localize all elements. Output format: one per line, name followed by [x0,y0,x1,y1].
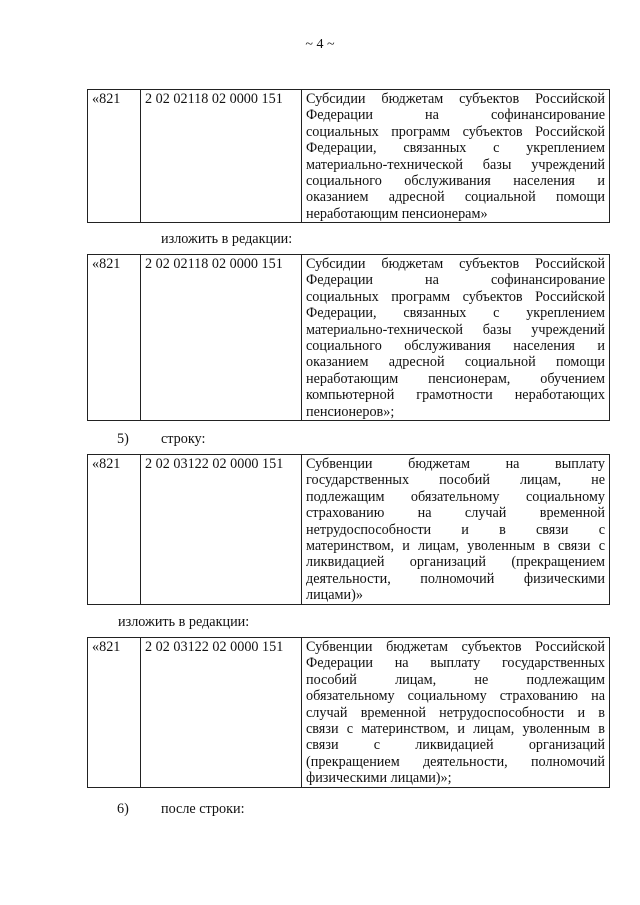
description-line: оказанием адресной социальной помощи [306,354,605,371]
description-line: материально-технической базы учреждений [306,156,605,173]
description-cell [302,90,610,223]
description-line: Субсидии бюджетам субъектов Российской [306,91,605,107]
description-line: ликвидацией организаций (прекращением [306,554,605,571]
kbk-code-cell: 2 02 02118 02 0000 151 [141,90,302,223]
code-marker-cell: «821 [88,255,141,421]
description-line: физическими лицами)»; [306,770,452,787]
description-line: пособий лицам, не подлежащим [306,671,605,688]
description-line: связи с материнством, и лицам, уволенным в [306,721,605,738]
description-line: неработающим пенсионерам, обучением [306,370,605,387]
budget-row-table-4 [87,637,610,788]
description-cell [302,638,610,788]
code-marker-cell: «821 [88,638,141,788]
kbk-code-cell: 2 02 03122 02 0000 151 [141,638,302,788]
page-number: ~ 4 ~ [305,37,335,52]
description-line: неработающим пенсионерам» [306,205,488,222]
description-line: материнством, и лицам, уволенным в связи с [306,538,605,555]
description-line: обязательному социальному страхованию на [306,688,605,705]
table-row [88,455,610,605]
description-line: пенсионеров»; [306,403,395,420]
instruction-text: изложить в редакции: [161,231,293,247]
description-line: Субвенции бюджетам на выплату [306,456,605,472]
description-line: (прекращением деятельности, полномочий [306,753,605,770]
description-line: случай временной нетрудоспособности и в [306,704,605,721]
table-row [88,638,610,788]
description-line: Федерации, связанных с укреплением [306,140,605,157]
description-line: материально-технической базы учреждений [306,321,605,338]
description-line: социальных программ субъектов Российской [306,288,605,305]
table-row [88,90,610,223]
description-line: Федерации на софинансирование [306,107,605,124]
description-line: государственных пособий лицам, не [306,472,605,489]
description-line: Федерации, связанных с укреплением [306,305,605,322]
code-marker-cell: «821 [88,455,141,605]
description-line: социальных программ субъектов Российской [306,123,605,140]
instruction-text: после строки: [161,801,245,817]
description-line: оказанием адресной социальной помощи [306,189,605,206]
description-line: Субвенции бюджетам субъектов Российской [306,639,605,655]
kbk-code-cell: 2 02 03122 02 0000 151 [141,455,302,605]
description-line: Федерации на выплату государственных [306,655,605,672]
description-line: лицами)» [306,587,363,604]
instruction-text: строку: [161,431,206,447]
list-item-number: 5) [117,431,129,447]
description-line: социального обслуживания населения и [306,338,605,355]
description-line: деятельности, полномочий физическими [306,570,605,587]
code-marker-cell: «821 [88,90,141,223]
description-line: нетрудоспособности и в связи с [306,521,605,538]
description-line: компьютерной грамотности неработающих [306,387,605,404]
description-line: подлежащим обязательному социальному [306,488,605,505]
kbk-code-cell: 2 02 02118 02 0000 151 [141,255,302,421]
budget-row-table-3 [87,454,610,605]
description-cell [302,255,610,421]
table-row [88,255,610,421]
list-item-number: 6) [117,801,129,817]
description-line: Субсидии бюджетам субъектов Российской [306,256,605,272]
budget-row-table-2 [87,254,610,421]
description-line: социального обслуживания населения и [306,173,605,190]
description-cell [302,455,610,605]
description-line: страхованию на случай временной [306,505,605,522]
instruction-text: изложить в редакции: [118,614,250,630]
budget-row-table-1 [87,89,610,223]
description-line: Федерации на софинансирование [306,272,605,289]
description-line: связи с ликвидацией организаций [306,737,605,754]
